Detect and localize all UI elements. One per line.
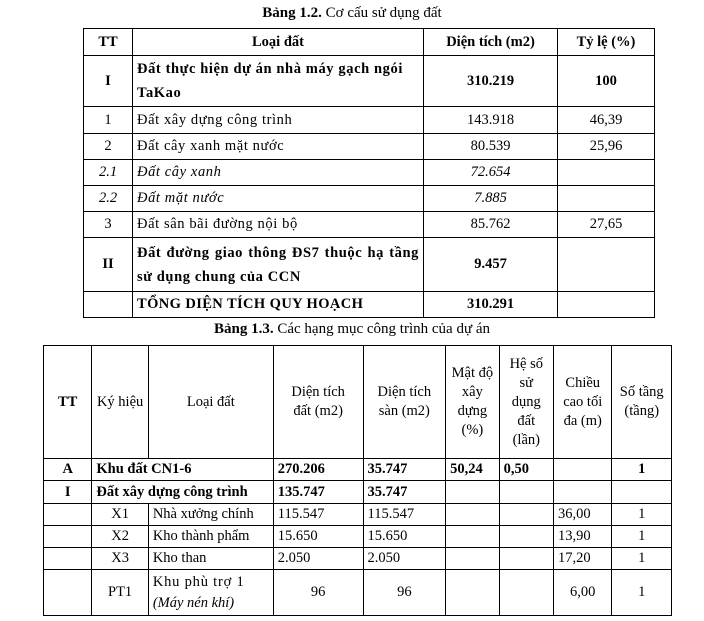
row-chieu-cao: 36,00	[554, 504, 612, 526]
row-dien-tich-san: 2.050	[363, 548, 446, 570]
table-header-row	[84, 29, 655, 56]
row-area: 310.219	[424, 56, 558, 107]
col-header-loai-dat: Loại đất	[133, 29, 424, 56]
table-row	[44, 548, 672, 570]
row-tt: 1	[84, 107, 133, 134]
row-mat-do	[446, 548, 499, 570]
table-1-2-caption	[0, 5, 704, 22]
row-area: 80.539	[424, 134, 558, 160]
row-name: Khu đất CN1-6	[92, 459, 273, 481]
row-he-so	[499, 504, 553, 526]
row-he-so	[499, 570, 553, 616]
col-header-mat-do: Mật độ xây dựng (%)	[446, 346, 499, 459]
row-area: 310.291	[424, 292, 558, 318]
row-name: Đất thực hiện dự án nhà máy gạch ngói TaKao	[133, 56, 424, 107]
table-row	[84, 160, 655, 186]
table-row	[44, 526, 672, 548]
row-name: Kho than	[148, 548, 273, 570]
row-he-so	[499, 526, 553, 548]
row-so-tang: 1	[612, 504, 672, 526]
row-name: Đất cây xanh	[133, 160, 424, 186]
row-tt	[44, 570, 92, 616]
row-chieu-cao: 13,90	[554, 526, 612, 548]
row-chieu-cao	[554, 459, 612, 481]
col-header-ty-le: Tỷ lệ (%)	[558, 29, 655, 56]
row-area: 72.654	[424, 160, 558, 186]
row-chieu-cao: 6,00	[554, 570, 612, 616]
row-ratio: 46,39	[558, 107, 655, 134]
table-row	[84, 107, 655, 134]
col-header-tt: TT	[84, 29, 133, 56]
row-area: 7.885	[424, 186, 558, 212]
row-dien-tich-san: 15.650	[363, 526, 446, 548]
col-header-dien-tich: Diện tích (m2)	[424, 29, 558, 56]
row-area: 85.762	[424, 212, 558, 238]
row-name: TỔNG DIỆN TÍCH QUY HOẠCH	[133, 292, 424, 318]
row-name-main: Khu phù trợ 1	[152, 573, 245, 590]
row-dien-tich-san: 96	[363, 570, 446, 616]
table-1-2	[83, 28, 655, 318]
row-tt	[84, 292, 133, 318]
row-mat-do	[446, 504, 499, 526]
row-tt	[44, 548, 92, 570]
row-chieu-cao: 17,20	[554, 548, 612, 570]
row-dien-tich-san: 115.547	[363, 504, 446, 526]
row-so-tang: 1	[612, 548, 672, 570]
row-name: Đất xây dựng công trình	[92, 481, 273, 504]
caption-label: Bảng 1.3.	[213, 321, 274, 337]
caption-text: Các hạng mục công trình của dự án	[273, 321, 490, 337]
row-name: Đất xây dựng công trình	[133, 107, 424, 134]
row-name: Kho thành phẩm	[148, 526, 273, 548]
row-mat-do	[446, 526, 499, 548]
col-header-tt: TT	[44, 346, 92, 459]
row-ratio	[558, 186, 655, 212]
row-dien-tich-dat: 2.050	[273, 548, 363, 570]
table-row	[84, 212, 655, 238]
table-row	[44, 504, 672, 526]
row-dien-tich-dat: 15.650	[273, 526, 363, 548]
row-ratio	[558, 238, 655, 292]
row-ky-hieu: PT1	[92, 570, 148, 616]
row-name	[148, 570, 273, 616]
row-so-tang: 1	[612, 570, 672, 616]
row-ratio: 100	[558, 56, 655, 107]
row-area: 9.457	[424, 238, 558, 292]
table-row	[44, 459, 672, 481]
table-row	[84, 56, 655, 107]
row-tt: II	[84, 238, 133, 292]
row-tt: 2.1	[84, 160, 133, 186]
row-dien-tich-dat: 96	[273, 570, 363, 616]
table-row	[44, 570, 672, 616]
col-header-dien-tich-san: Diện tích sàn (m2)	[363, 346, 446, 459]
table-row	[84, 186, 655, 212]
row-ratio	[558, 160, 655, 186]
col-header-so-tang: Số tầng (tầng)	[612, 346, 672, 459]
row-he-so	[499, 548, 553, 570]
row-mat-do	[446, 481, 499, 504]
row-name: Đất mặt nước	[133, 186, 424, 212]
col-header-chieu-cao: Chiều cao tối đa (m)	[554, 346, 612, 459]
row-ky-hieu: X2	[92, 526, 148, 548]
row-tt: I	[44, 481, 92, 504]
table-row	[84, 134, 655, 160]
table-row	[84, 238, 655, 292]
row-dien-tich-dat: 270.206	[273, 459, 363, 481]
row-dien-tich-dat: 135.747	[273, 481, 363, 504]
row-dien-tich-san: 35.747	[363, 459, 446, 481]
row-mat-do	[446, 570, 499, 616]
col-header-he-so: Hệ số sử dụng đất (lần)	[499, 346, 553, 459]
table-1-3-caption	[0, 321, 704, 338]
row-tt: 2	[84, 134, 133, 160]
row-area: 143.918	[424, 107, 558, 134]
row-ky-hieu: X3	[92, 548, 148, 570]
row-tt: 2.2	[84, 186, 133, 212]
row-ratio	[558, 292, 655, 318]
row-name: Đất sân bãi đường nội bộ	[133, 212, 424, 238]
row-name: Đất cây xanh mặt nước	[133, 134, 424, 160]
table-row	[44, 481, 672, 504]
table-header-row	[44, 346, 672, 459]
row-mat-do: 50,24	[446, 459, 499, 481]
col-header-loai-dat: Loại đất	[148, 346, 273, 459]
row-ky-hieu: X1	[92, 504, 148, 526]
row-name: Đất đường giao thông ĐS7 thuộc hạ tầng sử dụng chung của CCN	[133, 238, 424, 292]
caption-label: Bảng 1.2.	[262, 5, 322, 21]
row-tt	[44, 526, 92, 548]
row-dien-tich-san: 35.747	[363, 481, 446, 504]
row-tt: I	[84, 56, 133, 107]
row-so-tang: 1	[612, 459, 672, 481]
row-so-tang: 1	[612, 526, 672, 548]
row-tt: 3	[84, 212, 133, 238]
row-tt	[44, 504, 92, 526]
row-name-note: (Máy nén khí)	[152, 594, 235, 611]
row-ratio: 27,65	[558, 212, 655, 238]
col-header-ky-hieu: Ký hiệu	[92, 346, 148, 459]
row-so-tang	[612, 481, 672, 504]
row-chieu-cao	[554, 481, 612, 504]
table-total-row	[84, 292, 655, 318]
table-1-3	[43, 345, 672, 616]
row-he-so: 0,50	[499, 459, 553, 481]
row-tt: A	[44, 459, 92, 481]
row-name: Nhà xưởng chính	[148, 504, 273, 526]
row-ratio: 25,96	[558, 134, 655, 160]
row-he-so	[499, 481, 553, 504]
row-dien-tich-dat: 115.547	[273, 504, 363, 526]
caption-text: Cơ cấu sử dụng đất	[321, 5, 442, 21]
col-header-dien-tich-dat: Diện tích đất (m2)	[273, 346, 363, 459]
